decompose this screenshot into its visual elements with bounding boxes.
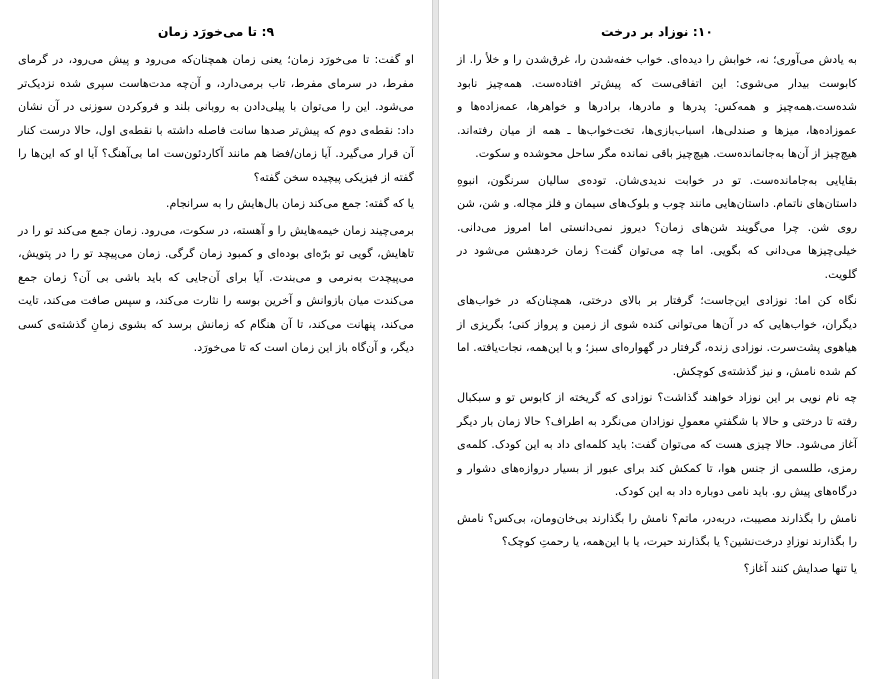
paragraph: او گفت: تا می‌خورَد زمان؛ یعنی زمان همچنان‌که می‌رود و پیش می‌رود، در گرمای مفرط، در سرمای مفرط، تاب برمی‌دارد، و آن‌چه مدت‌هاست سپری شده نزدیک‌تر می‌شود. این را می‌توان با پیلی‌دادن به روبانی بلند و فروکردن سوزنی در آن نشان داد: نقطه‌ی دوم که پیش‌تر صدها سانت فاصله داشته با نقطه‌ی اول، حالا درست کنار آن قرار می‌گیرد. آیا زمان/فضا هم مانند آکاردئون‌ست اما بی‌آهنگ؟ آیا او که این‌ها را گفته از فیزیکی پیچیده سخن گفته؟ [18, 53, 414, 184]
paragraph: نگاه کن اما: نوزادی این‌جاست؛ گرفتار بر بالای درختی، همچنان‌که در خواب‌های دیگران، خواب‌هایی که در آن‌ها می‌توانی کنده شوی از زمین و پرواز کنی؛ بگریزی از هیاهوی پشت‌سرت. نوزادی زنده، گرفتار در گهواره‌ای سبز؛ و با این‌همه، نجات‌یافته. اما کم شده نامش، و نیز گذشته‌ی کوچکش. [457, 294, 857, 378]
paragraph: نامش را بگذارند مصیبت، دربه‌در، ماتم؟ نامش را بگذارند بی‌خان‌ومان، بی‌کس؟ نامش را بگذارند نوزادِ درخت‌نشین؟ یا بگذارند حیرت، یا با این‌همه، یا رحمتِ کوچک؟ [457, 511, 857, 548]
page-title: ۹: تا می‌خورَد زمان [157, 24, 275, 39]
right-page [438, 0, 875, 679]
paragraph: به یادش می‌آوری؛ نه، خوابش را دیده‌ای. خواب خفه‌شدن را، غرق‌شدن را و خلأ را. از کابوست بیدار می‌شوی: این اتفاقی‌ست که پیش‌تر افتاده‌ست. همه‌چیز نابود شده‌ست.همه‌چیز و همه‌کس: پدرها و مادرها، برادرها و خواهرها، عمه‌زاده‌ها و عموزاده‌ها، میزها و صندلی‌ها، اسباب‌بازی‌ها، تخت‌خواب‌ها ـ همه از میان رفته‌اند. هیچ‌چیز از آن‌ها به‌جانمانده‌ست. هیچ‌چیز باقی نمانده مگر ساحل محوشده و سکوت. [457, 53, 857, 160]
paragraph: یا که گفته: جمع می‌کند زمان بال‌هایش را به سرانجام. [165, 197, 414, 210]
paragraph: بقایایی به‌جامانده‌ست. تو در خوابت ندیدی‌شان. توده‌ی سالیان سرنگون، انبوهِ داستان‌های ناتمام. داستان‌هایی مانند چوب و بلوک‌های سیمان و فلز مچاله. و شن، شن روی شن. چرا می‌گویند شن‌های زمان؟ دیروز نمی‌دانستی اما امروز می‌دانی. خیلی‌چیزها می‌دانی که بگویی. اما چه می‌توان گفت؟ زمان خردهشن می‌شود در گلویت. [457, 173, 857, 281]
paragraph: چه نام نویی بر این نوزاد خواهند گذاشت؟ نوزادی که گریخته از کابوس تو و سبکبال رفته تا درختی و حالا با شگفتیِ معمولِ نوزادان می‌نگرد به اطراف؟ حالا زمان بار دیگر آغاز می‌شود. حالا چیزی هست که می‌توان گفت: باید کلمه‌ای داد به این کودک. کلمه‌ی رمزی، طلسمی از جنس هوا، تا کمکش کند برای عبور از بسیار دروازه‌های دشوار و درگاه‌های پیش رو. باید نامی دوباره داد به این کودک. [457, 391, 857, 498]
left-page [0, 0, 433, 679]
paragraph: برمی‌چیند زمان خیمه‌هایش را و آهسته، در سکوت، می‌رود. زمان جمع می‌کند تو را در تاهایش، گویی تو برّه‌ای بوده‌ای و کمبود زمان گرگی. زمان می‌پیچد تو را در پتویش، می‌پیچدت به‌نرمی و می‌بندت. آیا برای آن‌جایی که باید باشی بی آن؟ زمان جمع می‌کندت میان بازوانش و آخرین بوسه را نثارت می‌کند، و سپس صافت می‌کند، تایت می‌کند، پنهانت می‌کند، تا آن هنگام که زمانش برسد که بشوی زمانِ گذشته‌ی کسی دیگر، و آن‌گاه باز این زمان است که تا می‌خورَد. [18, 223, 414, 354]
page-title: ۱۰: نوزاد بر درخت [600, 24, 714, 39]
paragraph: یا تنها صدایش کنند آغاز؟ [743, 561, 857, 575]
